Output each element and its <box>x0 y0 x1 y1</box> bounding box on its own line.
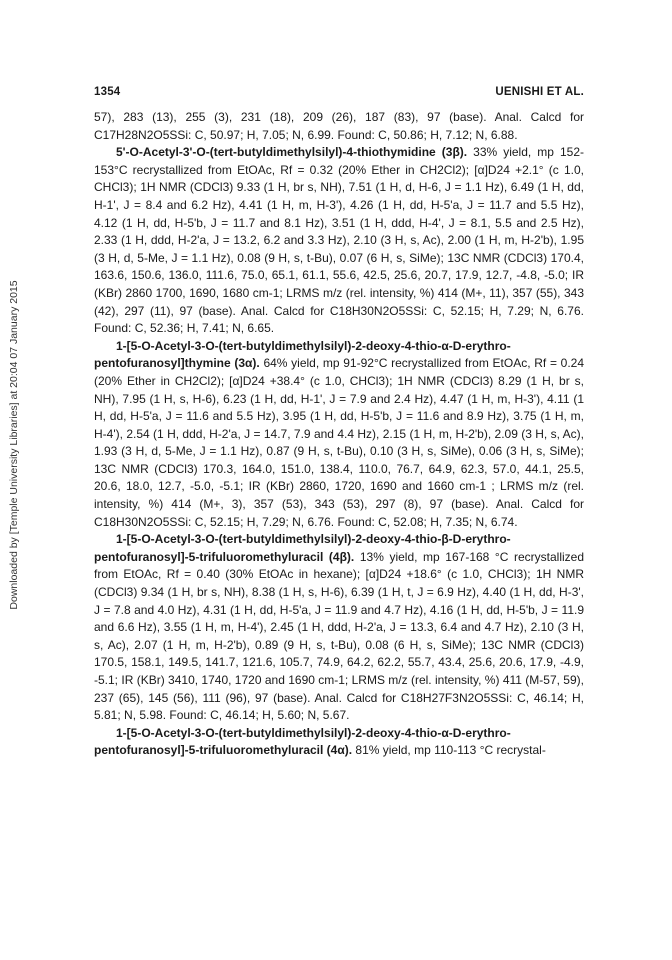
compound-name: 5'-O-Acetyl-3'-O-(tert-butyldimethylsilyl)-4-thiothymidine (3β). <box>116 145 468 160</box>
paragraph-compound-3beta <box>94 144 584 338</box>
paragraph-compound-4beta <box>94 531 584 725</box>
paragraph-text: 81% yield, mp 110-113 °C recrystal- <box>352 743 546 758</box>
compound-name: 1-[5-O-Acetyl-3-O-(tert-butyldimethylsilyl)-2-deoxy-4-thio-β-D-erythro-pentofuranosyl]-5-trifuluoromethyluracil (4β). <box>94 532 511 564</box>
download-watermark-text: Downloaded by [Temple University Libraries] at 20:04 07 January 2015 <box>8 280 20 610</box>
paragraph-text: 13% yield, mp 167-168 °C recrystallized from EtOAc, Rf = 0.40 (30% EtOAc in hexane); [α]D24 +18.6° (c 1.0, CHCl3); 1H NMR (CDCl3) 9.34 (1 H, br s, NH), 8.38 (1 H, s, H-6), 6.39 (1 H, t, J = 6.9 Hz), 4.40 (1 H, dd, H-3', J = 7.8 and 4.0 Hz), 4.31 (1 H, dd, H-5'a, J = 11.9 and 4.7 Hz), 4.16 (1 H, dd, H-5'b, J = 11.9 and 6.6 Hz), 3.55 (1 H, m, H-4'), 2.45 (1 H, ddd, H-2'a, J = 13.3, 6.4 and 4.7 Hz), 2.10 (3 H, s, Ac), 2.07 (1 H, m, H-2'b), 0.89 (9 H, s, t-Bu), 0.08 (6 H, s, SiMe); 13C NMR (CDCl3) 170.5, 158.1, 149.5, 141.7, 121.6, 105.7, 74.9, 64.2, 62.2, 55.7, 43.4, 25.6, 20.6, 17.9, -4.9, -5.1; IR (KBr) 3410, 1740, 1720 and 1690 cm-1; LRMS m/z (rel. intensity, %) 411 (M-57, 59), 237 (65), 145 (56), 111 (96), 97 (base). Anal. Calcd for C18H27F3N2O5SSi: C, 46.14; H, 5.81; N, 5.98. Found: C, 46.14; H, 5.60; N, 5.67. <box>94 549 584 723</box>
paragraph-compound-3alpha <box>94 338 584 532</box>
paragraph-text: 64% yield, mp 91-92°C recrystallized from EtOAc, Rf = 0.24 (20% Ether in CH2Cl2); [α]D24 +38.4° (c 1.0, CHCl3); 1H NMR (CDCl3) 8.29 (1 H, br s, NH), 7.95 (1 H, s, H-6), 6.23 (1 H, dd, H-1', J = 7.9 and 2.4 Hz), 4.47 (1 H, m, H-3'), 4.11 (1 H, dd, H-5'a, J = 11.6 and 5.5 Hz), 3.95 (1 H, dd, H-5'b, J = 11.6 and 8.9 Hz), 3.75 (1 H, m, H-4'), 2.54 (1 H, ddd, H-2'a, J = 14.7, 7.9 and 4.4 Hz), 2.15 (1 H, m, H-2'b), 2.09 (3 H, s, Ac), 1.93 (3 H, d, 5-Me, J = 1.1 Hz), 0.87 (9 H, s, t-Bu), 0.10 (3 H, s, SiMe), 0.06 (3 H, s, SiMe); 13C NMR (CDCl3) 170.3, 164.0, 151.0, 138.4, 110.0, 76.7, 64.9, 62.3, 57.0, 44.1, 25.5, 20.6, 18.0, 12.7, -5.0, -5.1; IR (KBr) 2860, 1720, 1690 and 1660 cm-1 ; LRMS m/z (rel. intensity, %) 414 (M+, 3), 357 (53), 343 (53), 297 (8), 97 (base). Anal. Calcd for C18H30N2O5SSi: C, 52.15; H, 7.29; N, 6.76. Found: C, 52.08; H, 7.35; N, 6.74. <box>94 356 585 529</box>
page-header <box>94 86 584 98</box>
page-number: 1354 <box>94 86 121 98</box>
compound-name: 1-[5-O-Acetyl-3-O-(tert-butyldimethylsilyl)-2-deoxy-4-thio-α-D-erythro-pentofuranosyl]thymine (3α). <box>94 338 511 371</box>
journal-page <box>94 86 584 760</box>
paragraph-continuation <box>94 109 584 144</box>
download-watermark <box>4 250 24 640</box>
paragraph-compound-4alpha <box>94 725 584 760</box>
paragraph-text: 33% yield, mp 152-153°C recrystallized from EtOAc, Rf = 0.32 (20% Ether in CH2Cl2); [α]D24 +2.1° (c 1.0, CHCl3); 1H NMR (CDCl3) 9.33 (1 H, br s, NH), 7.51 (1 H, d, H-6, J = 1.1 Hz), 6.49 (1 H, dd, H-1', J = 8.4 and 6.2 Hz), 4.41 (1 H, m, H-3'), 4.26 (1 H, dd, H-5'a, J = 11.7 and 5.5 Hz), 4.12 (1 H, dd, H-5'b, J = 11.7 and 8.1 Hz), 3.51 (1 H, ddd, H-4', J = 8.1, 5.5 and 2.5 Hz), 2.33 (1 H, ddd, H-2'a, J = 13.2, 6.2 and 3.3 Hz), 2.10 (3 H, s, Ac), 2.00 (1 H, m, H-2'b), 1.95 (3 H, d, 5-Me, J = 1.1 Hz), 0.08 (9 H, s, t-Bu), 0.07 (6 H, s, SiMe); 13C NMR (CDCl3) 170.4, 163.6, 150.6, 136.0, 111.6, 75.0, 65.1, 61.1, 55.6, 42.5, 25.6, 20.7, 17.9, 12.7, -4.8, -5.0; IR (KBr) 2860 1700, 1690, 1680 cm-1; LRMS m/z (rel. intensity, %) 414 (M+, 11), 357 (55), 343 (42), 297 (11), 97 (base). Anal. Calcd for C18H30N2O5SSi: C, 52.15; H, 7.29; N, 6.76. Found: C, 52.36; H, 7.41; N, 6.65. <box>94 145 585 336</box>
running-head: UENISHI ET AL. <box>495 86 584 98</box>
compound-name: 1-[5-O-Acetyl-3-O-(tert-butyldimethylsilyl)-2-deoxy-4-thio-α-D-erythro-pentofuranosyl]-5-trifuluoromethyluracil (4α). <box>94 725 511 758</box>
paragraph-text: 57), 283 (13), 255 (3), 231 (18), 209 (26), 187 (83), 97 (base). Anal. Calcd for C17H28N2O5SSi: C, 50.97; H, 7.05; N, 6.99. Found: C, 50.86; H, 7.12; N, 6.88. <box>94 110 584 142</box>
